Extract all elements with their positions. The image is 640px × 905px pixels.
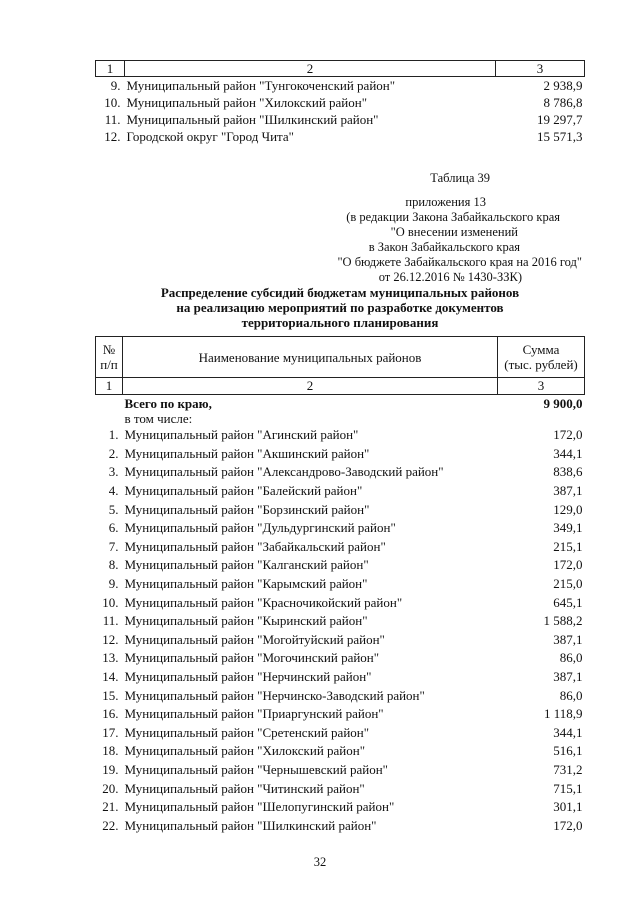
subsidy-amount: 8 786,8 — [543, 95, 583, 110]
total-value: 9 900,0 — [543, 396, 583, 411]
table-row — [96, 500, 585, 519]
table-row — [96, 798, 585, 817]
index-col-3: 3 — [498, 378, 585, 395]
table-row — [96, 724, 585, 743]
meta-line: (в редакции Закона Забайкальского края — [346, 210, 560, 224]
including-label: в том числе: — [124, 411, 193, 426]
district-name: Муниципальный район "Тунгокоченский район" — [126, 78, 396, 93]
subsidy-amount: 838,6 — [553, 464, 583, 480]
district-name: Муниципальный район "Карымский район" — [124, 576, 368, 592]
district-name: Муниципальный район "Нерчинско-Заводский район" — [124, 687, 425, 703]
document-title — [95, 285, 585, 330]
row-number: 13. — [102, 650, 119, 666]
table-row — [96, 463, 585, 482]
district-name: Муниципальный район "Агинский район" — [124, 427, 359, 443]
row-number: 11. — [104, 112, 121, 127]
subsidy-amount: 129,0 — [553, 501, 583, 517]
meta-line: приложения 13 — [405, 195, 486, 209]
district-name: Муниципальный район "Красночикойский район" — [124, 594, 403, 610]
table-row — [96, 94, 585, 111]
meta-line: "О бюджете Забайкальского края на 2016 год" — [337, 255, 582, 269]
continued-table — [95, 60, 585, 145]
table-row — [96, 649, 585, 668]
subsidy-amount: 301,1 — [553, 799, 583, 815]
continued-table-header — [96, 61, 585, 77]
district-name: Муниципальный район "Читинский район" — [124, 780, 365, 796]
table-row — [96, 538, 585, 557]
header-col-1: 1 — [96, 61, 125, 77]
row-number: 20. — [102, 780, 119, 796]
table-row — [96, 575, 585, 594]
row-number: 18. — [102, 743, 119, 759]
title-line: Распределение субсидий бюджетам муниципальных районов — [160, 285, 520, 300]
subsidy-amount: 1 588,2 — [543, 613, 583, 629]
title-line: территориального планирования — [241, 315, 439, 330]
table-row — [96, 128, 585, 145]
header-col-2: 2 — [125, 61, 496, 77]
table-row — [96, 593, 585, 612]
table-row — [96, 519, 585, 538]
table-row — [96, 556, 585, 575]
row-number: 12. — [104, 129, 121, 144]
row-number: 17. — [102, 724, 119, 740]
district-name: Муниципальный район "Нерчинский район" — [124, 669, 372, 685]
table-row — [96, 426, 585, 445]
subsidy-amount: 19 297,7 — [537, 112, 583, 127]
row-number: 10. — [104, 95, 121, 110]
table-row — [96, 612, 585, 631]
district-name: Муниципальный район "Шилкинский район" — [126, 112, 379, 127]
subsidy-amount: 172,0 — [553, 557, 583, 573]
title-line: на реализацию мероприятий по разработке документов — [176, 300, 504, 315]
col-name-header: Наименование муниципальных районов — [123, 337, 498, 378]
subsidy-table-header — [96, 337, 585, 378]
table-row — [96, 686, 585, 705]
row-number: 3. — [108, 464, 119, 480]
subsidy-amount: 516,1 — [553, 743, 583, 759]
table-row — [96, 111, 585, 128]
subsidy-amount: 387,1 — [553, 483, 583, 499]
district-name: Муниципальный район "Забайкальский район" — [124, 538, 386, 554]
table-row — [96, 816, 585, 835]
row-number: 1. — [108, 427, 119, 443]
district-name: Муниципальный район "Шелопугинский район" — [124, 799, 395, 815]
subsidy-amount: 15 571,3 — [537, 129, 583, 144]
table-row — [96, 668, 585, 687]
subsidy-amount: 387,1 — [553, 669, 583, 685]
district-name: Муниципальный район "Шилкинский район" — [124, 817, 377, 833]
subsidy-amount: 172,0 — [553, 817, 583, 833]
table-row — [96, 631, 585, 650]
row-number: 12. — [102, 631, 119, 647]
index-col-2: 2 — [123, 378, 498, 395]
district-name: Муниципальный район "Сретенский район" — [124, 724, 370, 740]
district-name: Муниципальный район "Акшинский район" — [124, 445, 370, 461]
meta-line: в Закон Забайкальского края — [368, 240, 520, 254]
table-row — [96, 705, 585, 724]
district-name: Муниципальный район "Хилокский район" — [124, 743, 366, 759]
table-row — [96, 482, 585, 501]
district-name: Муниципальный район "Чернышевский район" — [124, 761, 388, 777]
page-number: 32 — [313, 855, 327, 869]
district-name: Муниципальный район "Калганский район" — [124, 557, 369, 573]
district-name: Муниципальный район "Хилокский район" — [126, 95, 368, 110]
appendix-reference — [337, 171, 582, 285]
row-number: 6. — [108, 520, 119, 536]
row-number: 16. — [102, 706, 119, 722]
subsidy-amount: 344,1 — [553, 724, 583, 740]
district-name: Муниципальный район "Кыринский район" — [124, 613, 368, 629]
subsidy-amount: 715,1 — [553, 780, 583, 796]
district-name: Городской округ "Город Чита" — [126, 129, 294, 144]
row-number: 2. — [108, 445, 119, 461]
index-col-1: 1 — [96, 378, 123, 395]
total-label: Всего по краю, — [124, 396, 212, 411]
meta-line: "О внесении изменений — [390, 225, 518, 239]
row-number: 15. — [102, 687, 119, 703]
table-label: Таблица 39 — [430, 171, 490, 185]
table-row — [96, 761, 585, 780]
subsidy-amount: 215,1 — [553, 538, 583, 554]
subsidy-amount: 731,2 — [553, 761, 583, 777]
subsidy-amount: 645,1 — [553, 594, 583, 610]
district-name: Муниципальный район "Дульдургинский район" — [124, 520, 396, 536]
subsidy-table — [95, 336, 585, 835]
row-number: 7. — [108, 538, 119, 554]
table-row — [96, 779, 585, 798]
row-number: 9. — [108, 576, 119, 592]
row-number: 10. — [102, 594, 119, 610]
subsidy-amount: 86,0 — [559, 687, 583, 703]
row-number: 4. — [108, 483, 119, 499]
including-row — [96, 412, 585, 426]
district-name: Муниципальный район "Александрово-Заводский район" — [124, 464, 444, 480]
row-number: 19. — [102, 761, 119, 777]
row-number: 5. — [108, 501, 119, 517]
subsidy-amount: 1 118,9 — [543, 706, 583, 722]
district-name: Муниципальный район "Борзинский район" — [124, 501, 370, 517]
district-name: Муниципальный район "Приаргунский район" — [124, 706, 384, 722]
subsidy-amount: 349,1 — [553, 520, 583, 536]
row-number: 8. — [108, 557, 119, 573]
district-name: Муниципальный район "Могойтуйский район" — [124, 631, 385, 647]
table-row — [96, 445, 585, 464]
table-row — [96, 77, 585, 95]
table-row — [96, 742, 585, 761]
row-number: 9. — [110, 78, 121, 93]
subsidy-amount: 2 938,9 — [543, 78, 583, 93]
district-name: Муниципальный район "Могочинский район" — [124, 650, 380, 666]
subsidy-amount: 86,0 — [559, 650, 583, 666]
header-col-3: 3 — [496, 61, 585, 77]
subsidy-amount: 344,1 — [553, 445, 583, 461]
row-number: 21. — [102, 799, 119, 815]
col-number-header: № п/п — [96, 337, 123, 378]
subsidy-amount: 387,1 — [553, 631, 583, 647]
row-number: 14. — [102, 669, 119, 685]
meta-line: от 26.12.2016 № 1430-ЗЗК) — [378, 270, 522, 284]
district-name: Муниципальный район "Балейский район" — [124, 483, 363, 499]
row-number: 22. — [102, 817, 119, 833]
col-sum-header: Сумма (тыс. рублей) — [498, 337, 585, 378]
subsidy-amount: 172,0 — [553, 427, 583, 443]
total-row — [96, 395, 585, 413]
subsidy-amount: 215,0 — [553, 576, 583, 592]
row-number: 11. — [102, 613, 119, 629]
subsidy-table-index-row — [96, 378, 585, 395]
